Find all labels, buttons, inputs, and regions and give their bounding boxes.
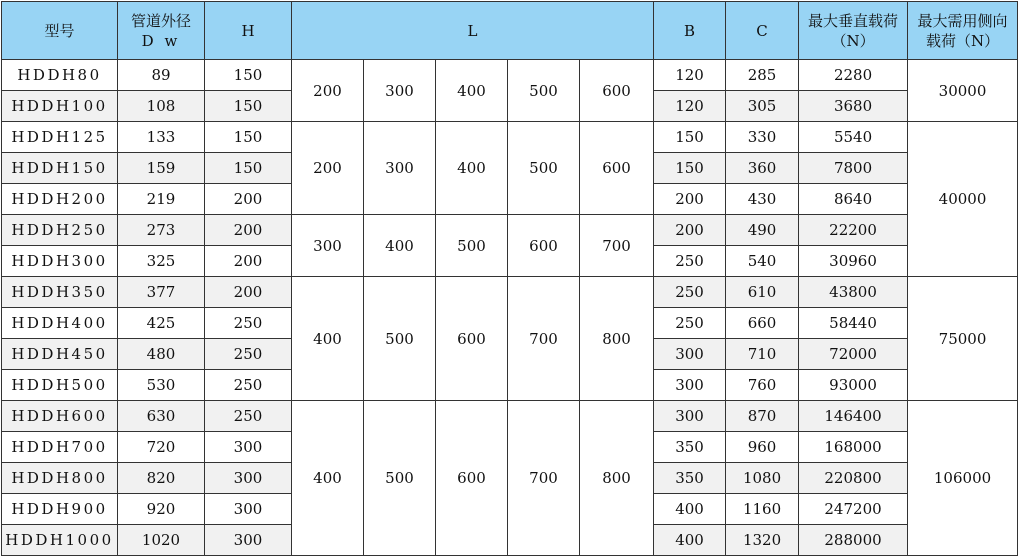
b-cell: 150 (654, 122, 726, 153)
l-value-cell: 600 (436, 401, 508, 556)
h-cell: 300 (205, 463, 292, 494)
h-cell: 300 (205, 494, 292, 525)
pipe-diameter-cell: 480 (118, 339, 205, 370)
max-vertical-load-cell: 72000 (799, 339, 908, 370)
c-cell: 660 (726, 308, 799, 339)
max-vertical-load-cell: 30960 (799, 246, 908, 277)
model-cell: HDDH125 (2, 122, 118, 153)
spec-table (1, 1, 1018, 556)
b-cell: 150 (654, 153, 726, 184)
max-lateral-load-cell: 30000 (908, 60, 1018, 122)
max-lateral-load-cell: 75000 (908, 277, 1018, 401)
header-l: L (292, 2, 654, 60)
c-cell: 1160 (726, 494, 799, 525)
header-row (2, 2, 1018, 60)
b-cell: 300 (654, 401, 726, 432)
max-vertical-load-cell: 3680 (799, 91, 908, 122)
model-cell: HDDH800 (2, 463, 118, 494)
max-vertical-load-cell: 220800 (799, 463, 908, 494)
table-row (2, 215, 1018, 246)
b-cell: 400 (654, 494, 726, 525)
h-cell: 300 (205, 432, 292, 463)
pipe-diameter-cell: 630 (118, 401, 205, 432)
l-value-cell: 400 (436, 122, 508, 215)
l-value-cell: 300 (292, 215, 364, 277)
l-value-cell: 500 (364, 401, 436, 556)
h-cell: 250 (205, 401, 292, 432)
model-cell: HDDH300 (2, 246, 118, 277)
l-value-cell: 700 (508, 401, 580, 556)
l-value-cell: 700 (508, 277, 580, 401)
pipe-diameter-cell: 820 (118, 463, 205, 494)
header-max-vertical-load-line1: 最大垂直载荷 (808, 11, 899, 30)
b-cell: 120 (654, 91, 726, 122)
pipe-diameter-cell: 920 (118, 494, 205, 525)
header-max-lateral-load-line2: 载荷（N） (925, 31, 1000, 50)
pipe-diameter-cell: 425 (118, 308, 205, 339)
model-cell: HDDH900 (2, 494, 118, 525)
header-b: B (654, 2, 726, 60)
h-cell: 200 (205, 215, 292, 246)
model-cell: HDDH400 (2, 308, 118, 339)
c-cell: 1320 (726, 525, 799, 556)
max-vertical-load-cell: 22200 (799, 215, 908, 246)
max-vertical-load-cell: 93000 (799, 370, 908, 401)
h-cell: 250 (205, 339, 292, 370)
b-cell: 300 (654, 370, 726, 401)
l-value-cell: 400 (292, 277, 364, 401)
l-value-cell: 800 (580, 277, 654, 401)
pipe-diameter-cell: 89 (118, 60, 205, 91)
header-max-lateral-load (908, 2, 1018, 60)
l-value-cell: 400 (292, 401, 364, 556)
b-cell: 200 (654, 215, 726, 246)
l-value-cell: 400 (364, 215, 436, 277)
l-value-cell: 500 (508, 122, 580, 215)
c-cell: 330 (726, 122, 799, 153)
header-c: C (726, 2, 799, 60)
l-value-cell: 300 (364, 60, 436, 122)
h-cell: 150 (205, 153, 292, 184)
pipe-diameter-cell: 325 (118, 246, 205, 277)
max-vertical-load-cell: 8640 (799, 184, 908, 215)
max-vertical-load-cell: 247200 (799, 494, 908, 525)
b-cell: 350 (654, 432, 726, 463)
b-cell: 350 (654, 463, 726, 494)
c-cell: 490 (726, 215, 799, 246)
h-cell: 150 (205, 60, 292, 91)
l-value-cell: 600 (580, 60, 654, 122)
model-cell: HDDH700 (2, 432, 118, 463)
header-max-lateral-load-line1: 最大需用侧向 (917, 11, 1008, 30)
b-cell: 250 (654, 246, 726, 277)
l-value-cell: 500 (436, 215, 508, 277)
b-cell: 120 (654, 60, 726, 91)
max-vertical-load-cell: 5540 (799, 122, 908, 153)
c-cell: 870 (726, 401, 799, 432)
table-row (2, 122, 1018, 153)
header-max-vertical-load (799, 2, 908, 60)
table-body (2, 60, 1018, 556)
pipe-diameter-cell: 1020 (118, 525, 205, 556)
model-cell: HDDH1000 (2, 525, 118, 556)
max-vertical-load-cell: 2280 (799, 60, 908, 91)
max-vertical-load-cell: 58440 (799, 308, 908, 339)
header-pipe-diameter-line1: 管道外径 (130, 11, 191, 30)
table-row (2, 60, 1018, 91)
table-row (2, 401, 1018, 432)
h-cell: 200 (205, 184, 292, 215)
model-cell: HDDH450 (2, 339, 118, 370)
pipe-diameter-cell: 219 (118, 184, 205, 215)
model-cell: HDDH150 (2, 153, 118, 184)
c-cell: 540 (726, 246, 799, 277)
c-cell: 430 (726, 184, 799, 215)
c-cell: 285 (726, 60, 799, 91)
max-vertical-load-cell: 43800 (799, 277, 908, 308)
c-cell: 710 (726, 339, 799, 370)
pipe-diameter-cell: 108 (118, 91, 205, 122)
h-cell: 200 (205, 277, 292, 308)
l-value-cell: 700 (580, 215, 654, 277)
header-h: H (205, 2, 292, 60)
c-cell: 1080 (726, 463, 799, 494)
max-vertical-load-cell: 7800 (799, 153, 908, 184)
model-cell: HDDH500 (2, 370, 118, 401)
c-cell: 610 (726, 277, 799, 308)
header-pipe-diameter (118, 2, 205, 60)
l-value-cell: 500 (364, 277, 436, 401)
model-cell: HDDH200 (2, 184, 118, 215)
l-value-cell: 200 (292, 60, 364, 122)
h-cell: 300 (205, 525, 292, 556)
h-cell: 150 (205, 91, 292, 122)
l-value-cell: 400 (436, 60, 508, 122)
pipe-diameter-cell: 133 (118, 122, 205, 153)
pipe-diameter-cell: 273 (118, 215, 205, 246)
h-cell: 250 (205, 370, 292, 401)
l-value-cell: 600 (436, 277, 508, 401)
l-value-cell: 600 (508, 215, 580, 277)
max-lateral-load-cell: 106000 (908, 401, 1018, 556)
model-cell: HDDH250 (2, 215, 118, 246)
c-cell: 305 (726, 91, 799, 122)
b-cell: 200 (654, 184, 726, 215)
l-value-cell: 300 (364, 122, 436, 215)
max-vertical-load-cell: 168000 (799, 432, 908, 463)
b-cell: 250 (654, 277, 726, 308)
pipe-diameter-cell: 377 (118, 277, 205, 308)
l-value-cell: 200 (292, 122, 364, 215)
max-vertical-load-cell: 146400 (799, 401, 908, 432)
max-vertical-load-cell: 288000 (799, 525, 908, 556)
l-value-cell: 600 (580, 122, 654, 215)
header-pipe-diameter-line2: D w (141, 31, 181, 50)
table-header (2, 2, 1018, 60)
c-cell: 760 (726, 370, 799, 401)
b-cell: 250 (654, 308, 726, 339)
pipe-diameter-cell: 720 (118, 432, 205, 463)
max-lateral-load-cell: 40000 (908, 122, 1018, 277)
b-cell: 400 (654, 525, 726, 556)
b-cell: 300 (654, 339, 726, 370)
model-cell: HDDH100 (2, 91, 118, 122)
model-cell: HDDH350 (2, 277, 118, 308)
c-cell: 360 (726, 153, 799, 184)
pipe-diameter-cell: 530 (118, 370, 205, 401)
model-cell: HDDH80 (2, 60, 118, 91)
model-cell: HDDH600 (2, 401, 118, 432)
l-value-cell: 800 (580, 401, 654, 556)
c-cell: 960 (726, 432, 799, 463)
l-value-cell: 500 (508, 60, 580, 122)
header-max-vertical-load-line2: （N） (831, 31, 875, 50)
h-cell: 150 (205, 122, 292, 153)
h-cell: 250 (205, 308, 292, 339)
pipe-diameter-cell: 159 (118, 153, 205, 184)
table-row (2, 277, 1018, 308)
h-cell: 200 (205, 246, 292, 277)
header-model: 型号 (2, 2, 118, 60)
